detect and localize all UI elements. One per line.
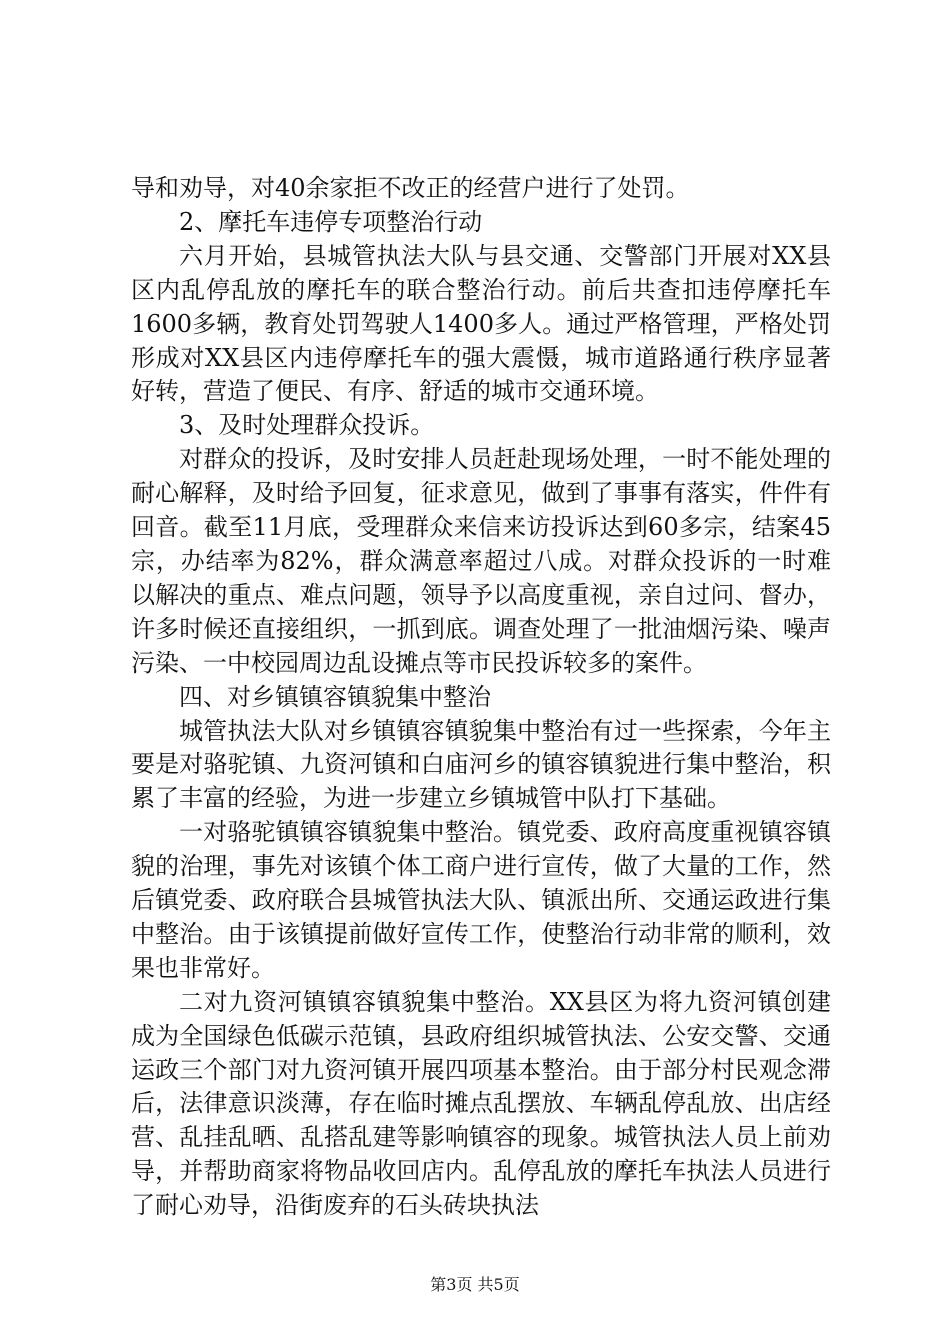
paragraph-complaints: 对群众的投诉，及时安排人员赶赴现场处理，一时不能处理的耐心解释，及时给予回复，征求意见，做到了事事有落实，件件有回音。截至11月底，受理群众来信来访投诉达到60多宗，结案45宗，办结率为82%，群众满意率超过八成。对群众投诉的一时难以解决的重点、难点问题，领导予以高度重视，亲自过问、督办，许多时候还直接组织，一抓到底。调查处理了一批油烟污染、噪声污染、一中校园周边乱设摊点等市民投诉较多的案件。 bbox=[131, 445, 831, 677]
paragraph-luotuo-town: 一对骆驼镇镇容镇貌集中整治。镇党委、政府高度重视镇容镇貌的治理，事先对该镇个体工商户进行宣传，做了大量的工作，然后镇党委、政府联合县城管执法大队、镇派出所、交通运政进行集中整治。由于该镇提前做好宣传工作，使整治行动非常的顺利，效果也非常好。 bbox=[131, 818, 831, 982]
paragraph-motorcycle-action: 六月开始，县城管执法大队与县交通、交警部门开展对XX县区内乱停乱放的摩托车的联合整治行动。前后共查扣违停摩托车1600多辆，教育处罚驾驶人1400多人。通过严格管理，严格处罚形成对XX县区内违停摩托车的强大震慑，城市道路通行秩序显著好转，营造了便民、有序、舒适的城市交通环境。 bbox=[131, 241, 831, 406]
section-heading-complaints: 3、及时处理群众投诉。 bbox=[179, 411, 435, 440]
paragraph-jiuzihe-town: 二对九资河镇镇容镇貌集中整治。XX县区为将九资河镇创建成为全国绿色低碳示范镇，县政府组织城管执法、公安交警、交通运政三个部门对九资河镇开展四项基本整治。由于部分村民观念滞后，法律意识淡薄，存在临时摊点乱摆放、车辆乱停乱放、出店经营、乱挂乱晒、乱搭乱建等影响镇容的现象。城管执法人员上前劝导，并帮助商家将物品收回店内。乱停乱放的摩托车执法人员进行了耐心劝导，沿街废弃的石头砖块执法 bbox=[131, 987, 831, 1220]
paragraph-continuation: 导和劝导，对40余家拒不改正的经营户进行了处罚。 bbox=[131, 174, 690, 202]
document-body bbox=[131, 172, 831, 1223]
section-heading-motorcycle: 2、摩托车违停专项整治行动 bbox=[179, 207, 483, 236]
page-number-footer: 第3页 共5页 bbox=[430, 1275, 520, 1294]
paragraph-township-intro: 城管执法大队对乡镇镇容镇貌集中整治有过一些探索，今年主要是对骆驼镇、九资河镇和白庙河乡的镇容镇貌进行集中整治，积累了丰富的经验，为进一步建立乡镇城管中队打下基础。 bbox=[131, 716, 831, 813]
section-heading-township: 四、对乡镇镇容镇貌集中整治 bbox=[179, 682, 491, 711]
